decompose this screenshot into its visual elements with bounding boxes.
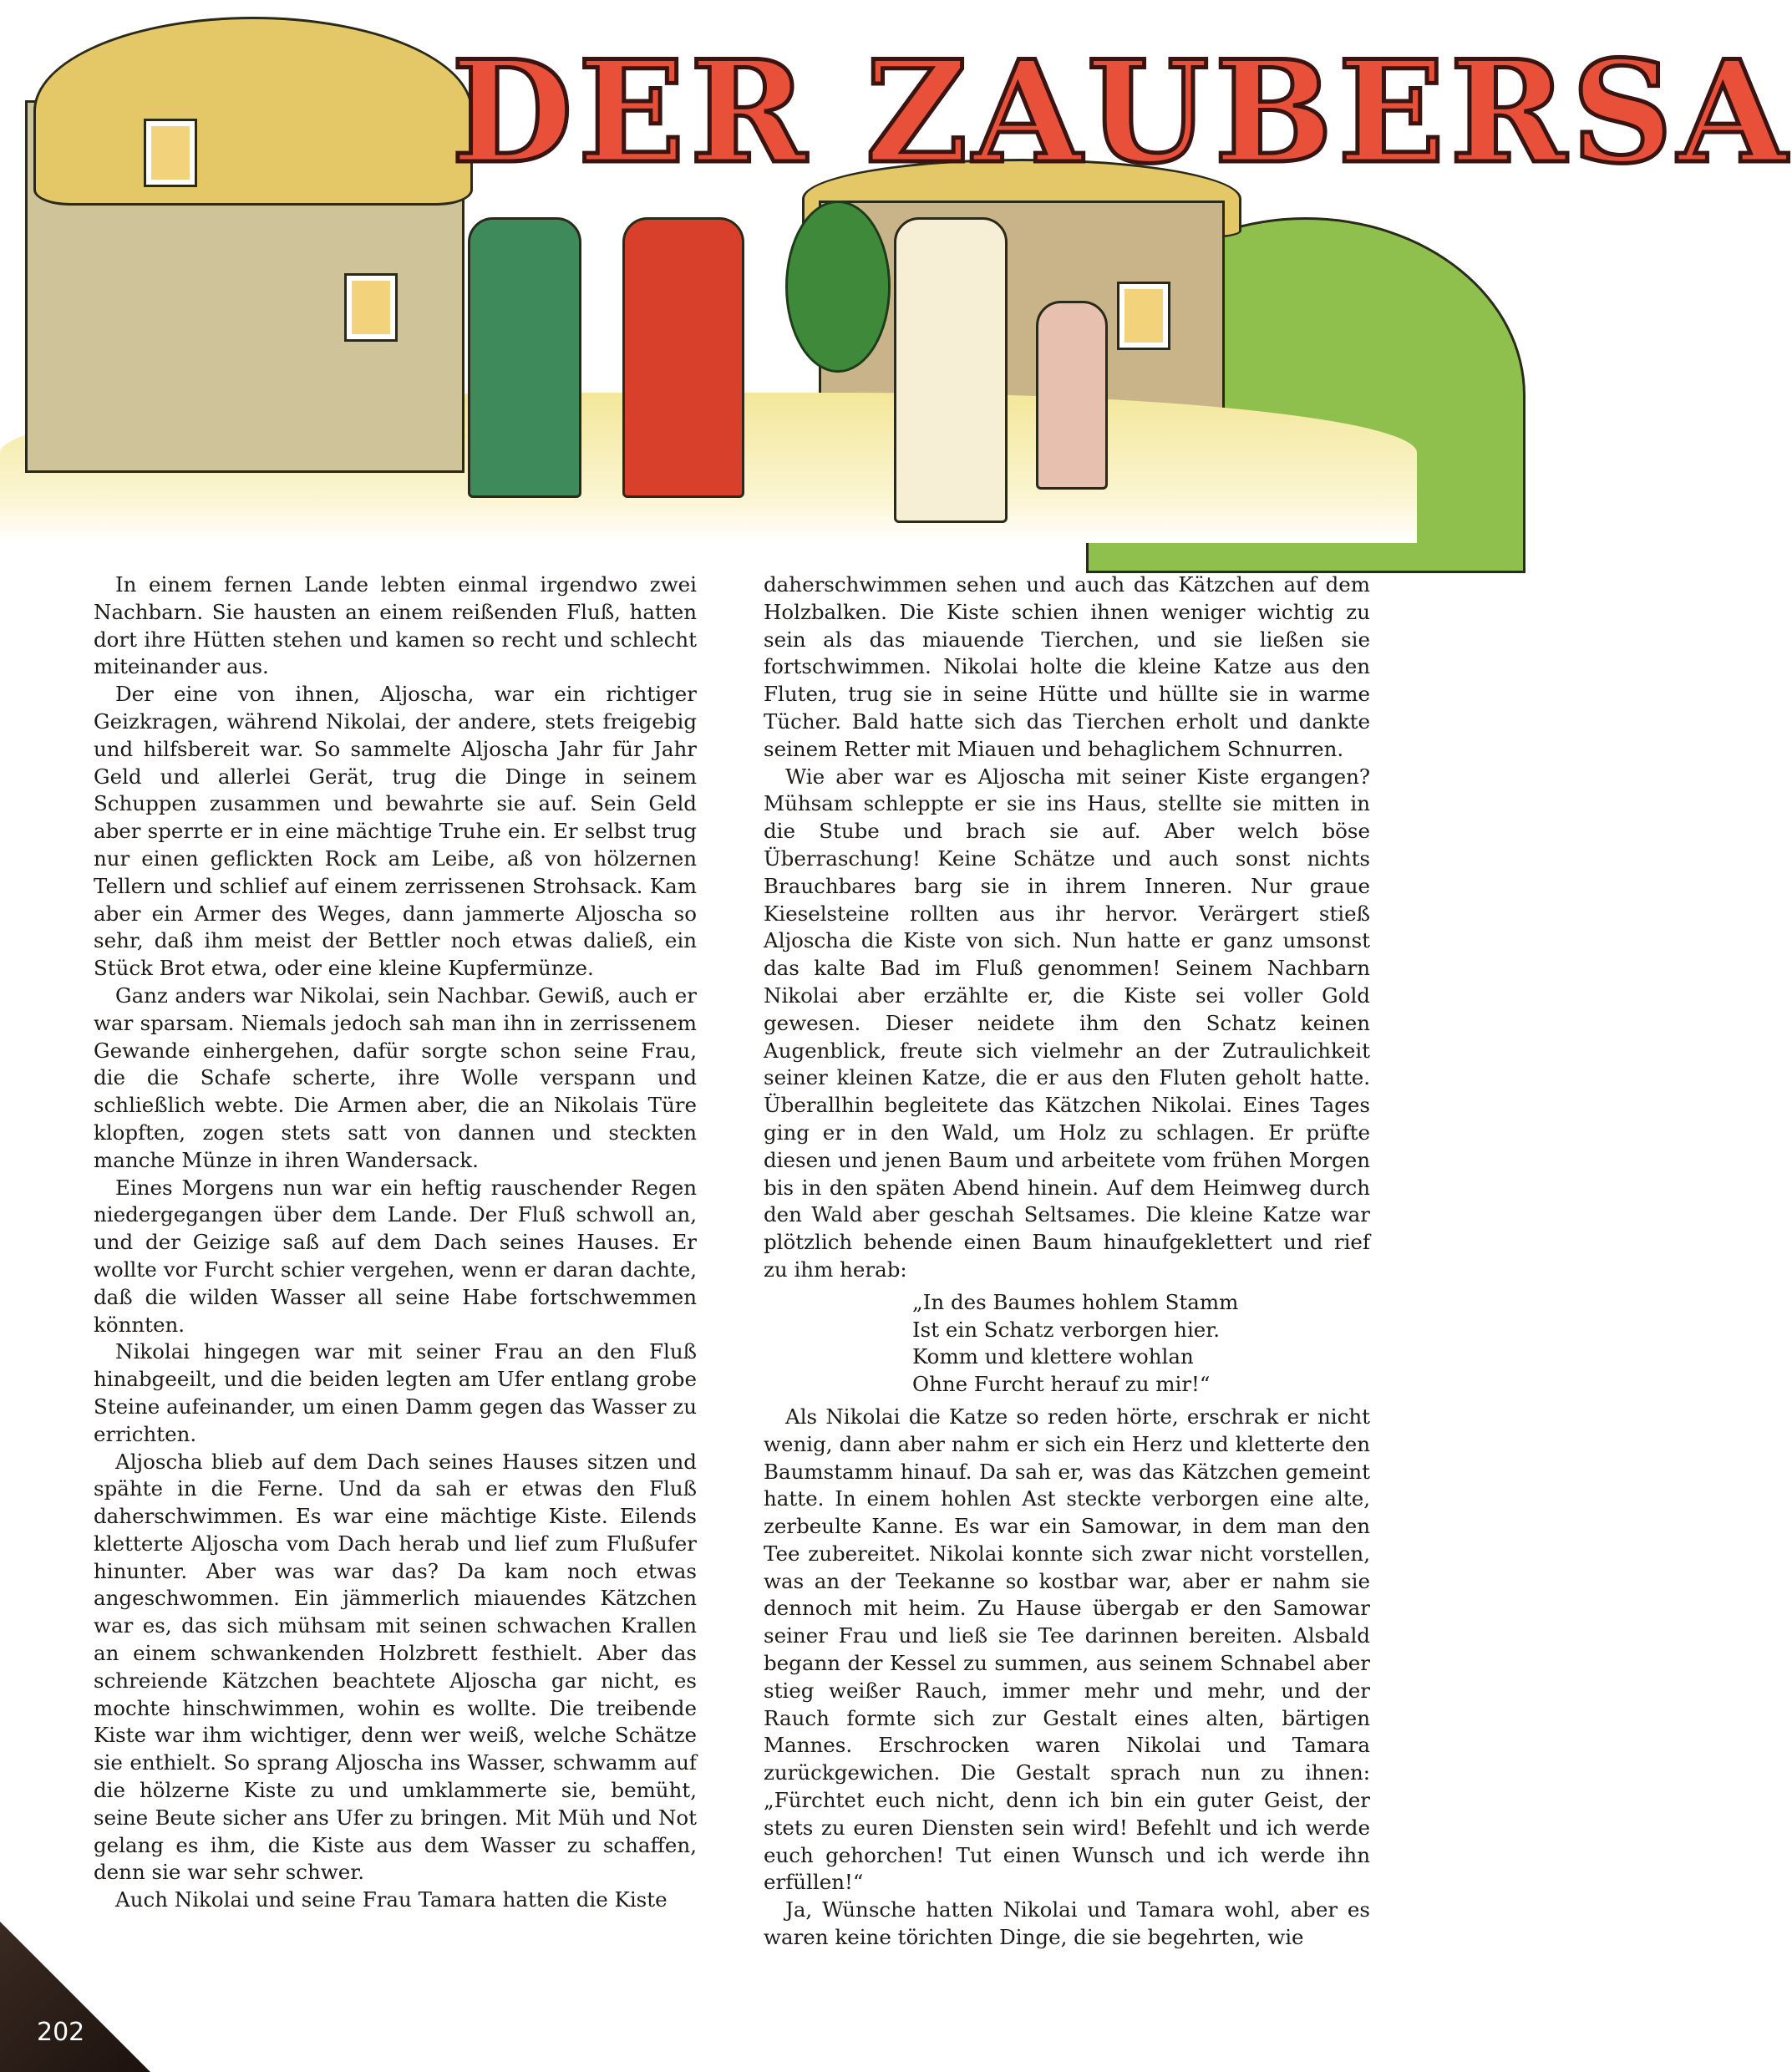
page-corner-decoration (0, 1922, 150, 2072)
poem-line: „In des Baumes hohlem Stamm (912, 1289, 1239, 1314)
paragraph: Der eine von ihnen, Aljoscha, war ein richtiger Geizkragen, während Nikolai, der andere, stets freigebig und hilfsbereit war. So sammelte Aljoscha Jahr für Jahr Geld und allerlei Gerät, trug die Dinge in seinem Schuppen zusammen und bewahrte sie auf. Sein Geld aber sperrte er in eine mächtige Truhe ein. Er selbst trug nur einen geflickten Rock am Leibe, aß von hölzernen Tellern und schlief auf einem zerrissenen Strohsack. Kam aber ein Armer des Weges, dann jammerte Aljoscha so sehr, daß ihm meist der Bettler noch etwas daließ, ein Stück Brot etwa, oder eine kleine Kupfermünze. (94, 682, 697, 981)
paragraph: Aljoscha blieb auf dem Dach seines Hauses sitzen und spähte in die Ferne. Und da sah er etwas den Fluß daherschwimmen. Es war eine mächtige Kiste. Eilends kletterte Aljoscha vom Dach herab und lief zum Flußufer hinunter. Aber was war das? Da kam noch etwas angeschwommen. Ein jämmerlich miauendes Kätzchen war es, das sich mühsam mit seinen schwachen Krallen an einem schwankenden Holzbrett festhielt. Aber das schreiende Kätzchen beachtete Aljoscha gar nicht, es mochte hinschwimmen, wohin es wollte. Die treibende Kiste war ihm wichtiger, denn wer weiß, welche Schätze sie enthielt. So sprang Aljoscha ins Wasser, schwamm auf die hölzerne Kiste zu und umklammerte sie, bemüht, seine Beute sicher ans Ufer zu bringen. Mit Müh und Not gelang es ihm, die Kiste aus dem Wasser zu schaffen, denn sie war sehr schwer. (94, 1449, 697, 1885)
text-column-right (764, 571, 1370, 1952)
poem-line: Ohne Furcht herauf zu mir!“ (912, 1372, 1211, 1397)
window-icon (1119, 284, 1168, 348)
girl-figure (1036, 301, 1108, 490)
paragraph: Auch Nikolai und seine Frau Tamara hatten die Kiste (115, 1887, 668, 1912)
paragraph: Als Nikolai die Katze so reden hörte, erschrak er nicht wenig, dann aber nahm er sich ein Herz und kletterte den Baumstamm hinauf. Da sah er, was das Kätzchen gemeint hatte. In einem hohlen Ast steckte verborgen eine alte, zerbeulte Kanne. Es war ein Samowar, in dem man den Tee zubereitet. Nikolai konnte sich zwar nicht vorstellen, was an der Teekanne so kostbar war, aber er nahm sie dennoch mit heim. Zu Hause übergab er den Samowar seiner Frau und ließ sie Tee darinnen bereiten. Alsbald begann der Kessel zu summen, aus seinem Schnabel aber stieg weißer Rauch, immer mehr und mehr, und der Rauch formte sich zur Gestalt eines alten, bärtigen Mannes. Erschrocken waren Nikolai und Tamara zurückgewichen. Die Gestalt sprach nun zu ihnen: „Fürchtet euch nicht, denn ich bin ein guter Geist, der stets zu euren Diensten sein wird! Befehlt und ich werde euch gehorchen! Tut einen Wunsch und ich werde ihn erfüllen!“ (764, 1404, 1370, 1895)
header-illustration (0, 0, 1792, 543)
young-man-figure (894, 217, 1008, 523)
old-man-figure-red (622, 217, 744, 498)
cat-poem (912, 1289, 1370, 1399)
thatched-roof (33, 17, 473, 206)
paragraph: Eines Morgens nun war ein heftig rauschender Regen niedergegangen über dem Lande. Der Fluß schwoll an, und der Geizige saß auf dem Dach seines Hauses. Er wollte vor Furcht schier vergehen, wenn er daran dachte, daß die wilden Wasser all seine Habe fortschwemmen könnten. (94, 1175, 697, 1337)
peasant-figure-green (468, 217, 581, 498)
tree (785, 201, 891, 373)
paragraph: Ganz anders war Nikolai, sein Nachbar. Gewiß, auch er war sparsam. Niemals jedoch sah man ihn in zerrissenem Gewande einhergehen, dafür sorgte schon seine Frau, die die Schafe scherte, ihre Wolle verspann und schließlich webte. Die Armen aber, die an Nikolais Türe klopften, zogen stets satt von dannen und steckten manche Münze in ihren Wandersack. (94, 983, 697, 1172)
window-icon (347, 276, 395, 339)
paragraph: Ja, Wünsche hatten Nikolai und Tamara wohl, aber es waren keine törichten Dinge, die sie begehrten, wie (764, 1897, 1370, 1950)
paragraph: Wie aber war es Aljoscha mit seiner Kiste ergangen? Mühsam schleppte er sie ins Haus, stellte sie mitten in die Stube und brach sie auf. Aber welch böse Überraschung! Keine Schätze und auch sonst nichts Brauchbares barg sie in ihrem Inneren. Nur graue Kieselsteine rollten aus ihr hervor. Verärgert stieß Aljoscha die Kiste von sich. Nun hatte er ganz umsonst das kalte Bad im Fluß genommen! Seinem Nachbarn Nikolai aber erzählte er, die Kiste sei voller Gold gewesen. Dieser neidete ihm den Schatz keinen Augenblick, freute sich vielmehr an der Zutraulichkeit seiner kleinen Katze, die er aus den Fluten geholt hatte. Überallhin begleitete das Kätzchen Nikolai. Eines Tages ging er in den Wald, um Holz zu schlagen. Er prüfte diesen und jenen Baum und arbeitete vom frühen Morgen bis in den späten Abend hinein. Auf dem Heimweg durch den Wald aber geschah Seltsames. Die kleine Katze war plötzlich behende einen Baum hinaufgeklettert und rief zu ihm herab: (764, 764, 1370, 1282)
story-title: DER ZAUBERSA (451, 29, 1792, 195)
poem-line: Komm und klettere wohlan (912, 1344, 1194, 1369)
poem-line: Ist ein Schatz verborgen hier. (912, 1317, 1221, 1342)
paragraph: daherschwimmen sehen und auch das Kätzchen auf dem Holzbalken. Die Kiste schien ihnen weniger wichtig zu sein als das miauende Tierchen, und sie ließen sie fortschwimmen. Nikolai holte die kleine Katze aus den Fluten, trug sie in seine Hütte und hüllte sie in warme Tücher. Bald hatte sich das Tierchen erholt und dankte seinem Retter mit Miauen und behaglichem Schnurren. (764, 572, 1370, 761)
window-icon (146, 121, 195, 185)
paragraph: In einem fernen Lande lebten einmal irgendwo zwei Nachbarn. Sie hausten an einem reißenden Fluß, hatten dort ihre Hütten stehen und kamen so recht und schlecht miteinander aus. (94, 572, 697, 679)
text-column-left (94, 571, 697, 1914)
paragraph: Nikolai hingegen war mit seiner Frau an den Fluß hinabgeeilt, und die beiden legten am Ufer entlang grobe Steine aufeinander, um einen Damm gegen das Wasser zu errichten. (94, 1339, 697, 1446)
page-number: 202 (37, 2018, 85, 2047)
